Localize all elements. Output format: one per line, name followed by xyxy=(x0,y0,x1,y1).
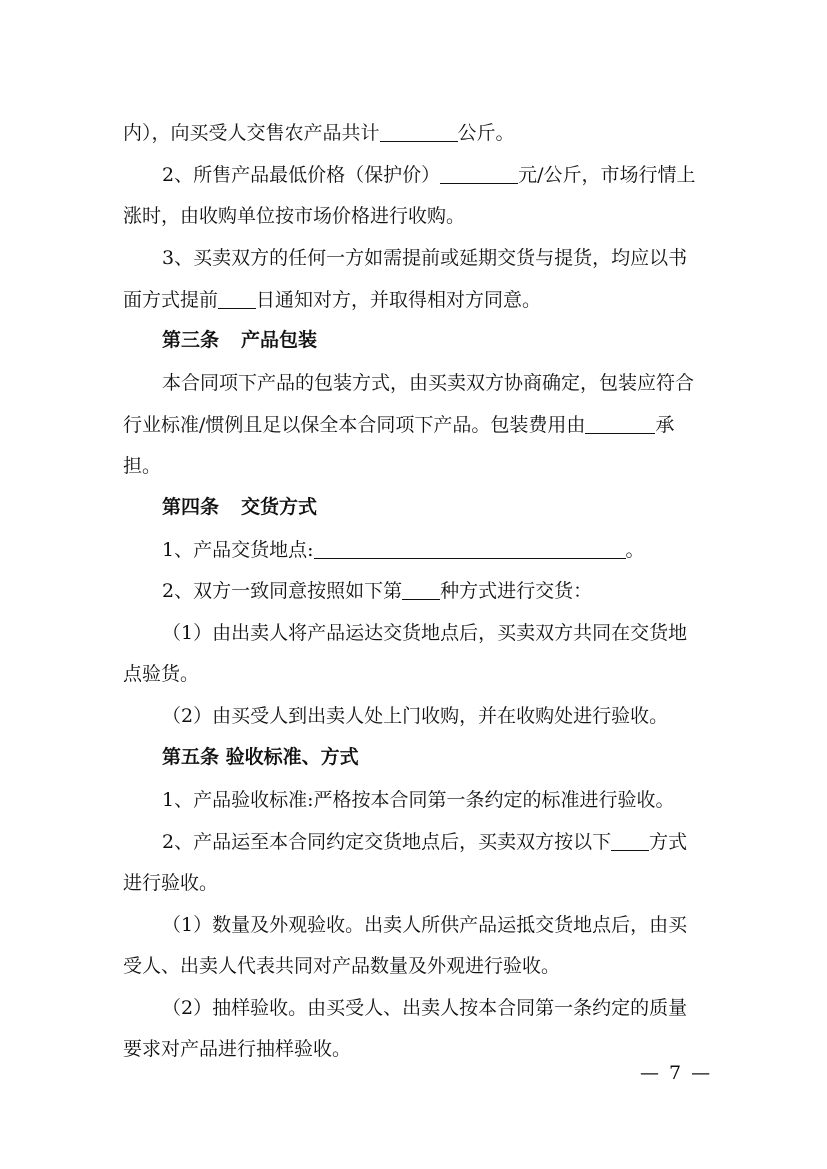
text: 内），向买受人交售农产品共计 xyxy=(123,122,380,144)
text: 方式 xyxy=(649,831,688,853)
text: 公斤。 xyxy=(457,122,515,144)
paragraph-line: 进行验收。 xyxy=(123,872,219,894)
fill-blank[interactable] xyxy=(380,123,458,142)
paragraph-line: （2）抽样验收。由买受人、出卖人按本合同第一条约定的质量 xyxy=(162,997,688,1019)
text: 2、双方一致同意按照如下第 xyxy=(162,580,403,602)
section-heading-5: 第五条 验收标准、方式 xyxy=(162,746,359,768)
text: 行业标准/惯例且足以保全本合同项下产品。包装费用由 xyxy=(123,414,586,436)
paragraph-line: 3、买卖双方的任何一方如需提前或延期交货与提货，均应以书 xyxy=(162,247,688,269)
heading-number: 第四条 xyxy=(162,496,220,518)
heading-title: 交货方式 xyxy=(241,496,318,518)
section-heading-4 xyxy=(162,492,317,519)
paragraph-line xyxy=(162,576,592,603)
paragraph-line xyxy=(162,160,696,187)
paragraph-line: 涨时，由收购单位按市场价格进行收购。 xyxy=(123,205,466,227)
text: 种方式进行交货： xyxy=(440,580,593,602)
fill-blank[interactable] xyxy=(585,415,655,434)
paragraph-line: 本合同项下产品的包装方式，由买卖双方协商确定，包装应符合 xyxy=(162,372,695,394)
paragraph-line xyxy=(162,827,687,854)
heading-number: 第三条 xyxy=(162,329,220,351)
paragraph-line: 1、产品验收标准:严格按本合同第一条约定的标准进行验收。 xyxy=(162,789,675,811)
paragraph-line xyxy=(123,285,541,312)
text: 2、所售产品最低价格（保护价） xyxy=(162,164,441,186)
fill-blank[interactable] xyxy=(314,540,626,559)
text: 元/公斤，市场行情上 xyxy=(518,164,696,186)
paragraph-line xyxy=(123,410,674,437)
paragraph-line: 点验货。 xyxy=(123,663,200,685)
paragraph-line xyxy=(162,535,645,562)
text: 1、产品交货地点: xyxy=(162,539,314,561)
fill-blank[interactable] xyxy=(402,581,440,600)
fill-blank[interactable] xyxy=(611,832,649,851)
paragraph-line: 担。 xyxy=(123,455,162,477)
text: 日通知对方，并取得相对方同意。 xyxy=(256,289,542,311)
section-heading-3 xyxy=(162,325,317,352)
heading-title: 产品包装 xyxy=(241,329,318,351)
text: 。 xyxy=(625,539,645,561)
fill-blank[interactable] xyxy=(218,290,256,309)
text: 面方式提前 xyxy=(123,289,219,311)
paragraph-line: 受人、出卖人代表共同对产品数量及外观进行验收。 xyxy=(123,955,561,977)
paragraph-line: （1）数量及外观验收。出卖人所供产品运抵交货地点后，由买 xyxy=(162,914,688,936)
text: 2、产品运至本合同约定交货地点后，买卖双方按以下 xyxy=(162,831,612,853)
fill-blank[interactable] xyxy=(440,165,518,184)
paragraph-line: 要求对产品进行抽样验收。 xyxy=(123,1038,352,1060)
text: 承 xyxy=(655,414,675,436)
paragraph-line: （2）由买受人到出卖人处上门收购，并在收购处进行验收。 xyxy=(162,705,669,727)
paragraph-line xyxy=(123,118,515,145)
page-number: — 7 — xyxy=(640,1062,713,1084)
paragraph-line: （1）由出卖人将产品运达交货地点后，买卖双方共同在交货地 xyxy=(162,622,688,644)
